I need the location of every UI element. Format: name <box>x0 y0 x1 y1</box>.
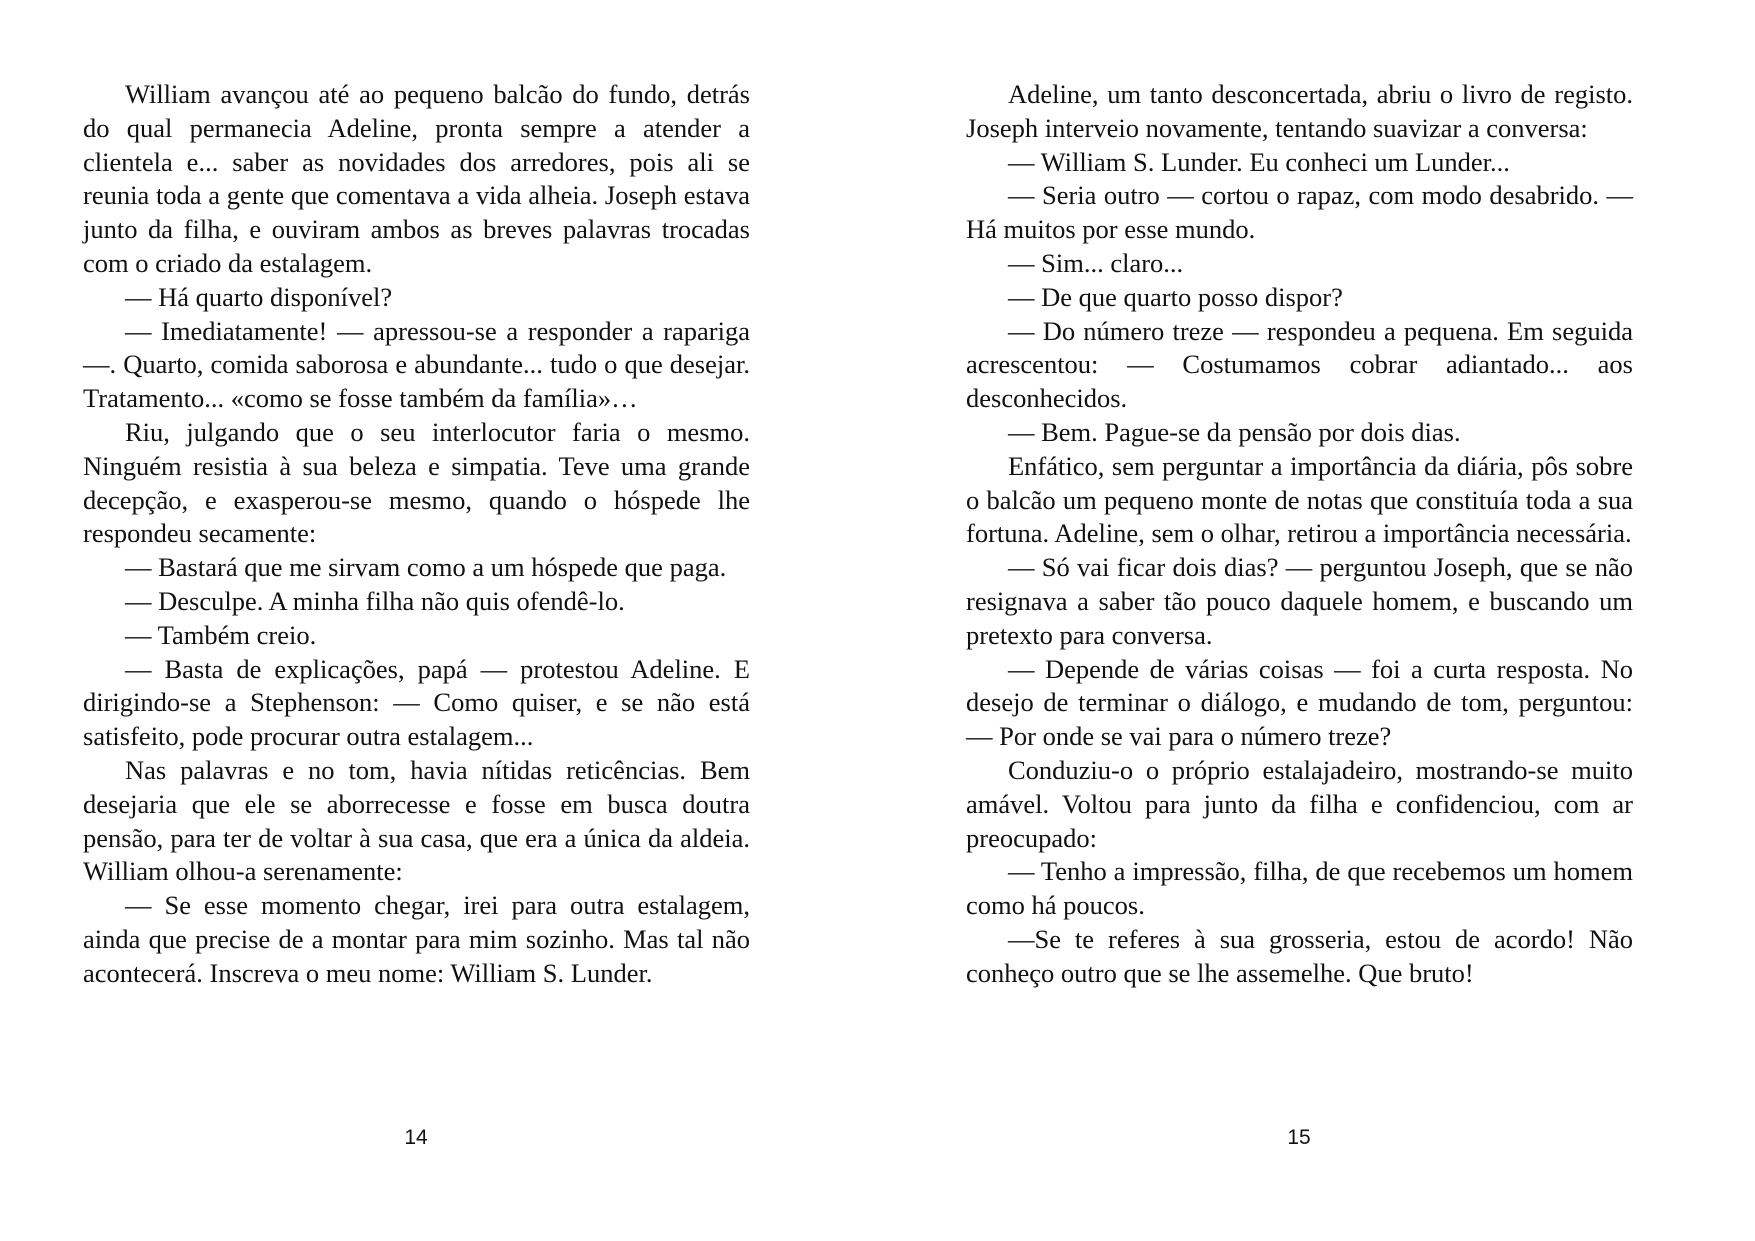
paragraph: — Desculpe. A minha filha não quis ofendê-lo. <box>125 585 625 616</box>
paragraph: —Se te referes à sua grosseria, estou de acordo! Não conheço outro que se lhe assemelhe. Que bruto! <box>966 923 1633 988</box>
paragraph: — Imediatamente! — apressou-se a responder a rapariga —. Quarto, comida saborosa e abundante... tudo o que desejar. Tratamento... «como se fosse também da família»… <box>83 315 750 414</box>
left-page <box>83 78 750 991</box>
paragraph: — De que quarto posso dispor? <box>1008 281 1343 312</box>
paragraph: — Basta de explicações, papá — protestou Adeline. E dirigindo-se a Stephenson: — Como quiser, e se não está satisfeito, pode procurar outra estalagem... <box>83 653 750 752</box>
paragraph: Enfático, sem perguntar a importância da diária, pôs sobre o balcão um pequeno monte de notas que constituía toda a sua fortuna. Adeline, sem o olhar, retirou a importância necessária. <box>966 450 1633 549</box>
paragraph: — Bem. Pague-se da pensão por dois dias. <box>1008 416 1461 447</box>
paragraph: — Há quarto disponível? <box>125 281 393 312</box>
page-number-right: 15 <box>1287 1126 1311 1149</box>
paragraph: — Tenho a impressão, filha, de que recebemos um homem como há poucos. <box>966 856 1633 921</box>
paragraph: — Bastará que me sirvam como a um hóspede que paga. <box>125 552 727 583</box>
paragraph: — Também creio. <box>125 619 317 650</box>
paragraph: — Se esse momento chegar, irei para outra estalagem, ainda que precise de a montar para mim sozinho. Mas tal não acontecerá. Inscreva o meu nome: William S. Lunder. <box>83 890 750 988</box>
right-page <box>966 78 1633 991</box>
paragraph: — Seria outro — cortou o rapaz, com modo desabrido. — Há muitos por esse mundo. <box>966 180 1633 245</box>
paragraph: William avançou até ao pequeno balcão do fundo, detrás do qual permanecia Adeline, pronta sempre a atender a clientela e... saber as novidades dos arredores, pois ali se reunia toda a gente que comentava a vida alheia. Joseph estava junto da filha, e ouviram ambos as breves palavras trocadas com o criado da estalagem. <box>83 79 750 278</box>
paragraph: — Só vai ficar dois dias? — perguntou Joseph, que se não resignava a saber tão pouco daquele homem, e buscando um pretexto para conversa. <box>966 552 1633 650</box>
paragraph: — William S. Lunder. Eu conheci um Lunder... <box>1008 146 1510 177</box>
paragraph: Riu, julgando que o seu interlocutor faria o mesmo. Ninguém resistia à sua beleza e simpatia. Teve uma grande decepção, e exasperou-se mesmo, quando o hóspede lhe respondeu secamente: <box>83 416 750 549</box>
paragraph: Conduziu-o o próprio estalajadeiro, mostrando-se muito amável. Voltou para junto da filha e confidenciou, com ar preocupado: <box>966 754 1633 853</box>
paragraph: Nas palavras e no tom, havia nítidas reticências. Bem desejaria que ele se aborrecesse e fosse em busca doutra pensão, para ter de voltar à sua casa, que era a única da aldeia. William olhou-a serenamente: <box>83 754 750 887</box>
paragraph: Adeline, um tanto desconcertada, abriu o livro de registo. Joseph interveio novamente, tentando suavizar a conversa: <box>966 79 1633 143</box>
paragraph: — Sim... claro... <box>1008 247 1184 278</box>
paragraph: — Depende de várias coisas — foi a curta resposta. No desejo de terminar o diálogo, e mudando de tom, perguntou: — Por onde se vai para o número treze? <box>966 653 1633 752</box>
paragraph: — Do número treze — respondeu a pequena. Em seguida acrescentou: — Costumamos cobrar adiantado... aos desconhecidos. <box>966 315 1633 414</box>
page-number-left: 14 <box>404 1126 428 1149</box>
